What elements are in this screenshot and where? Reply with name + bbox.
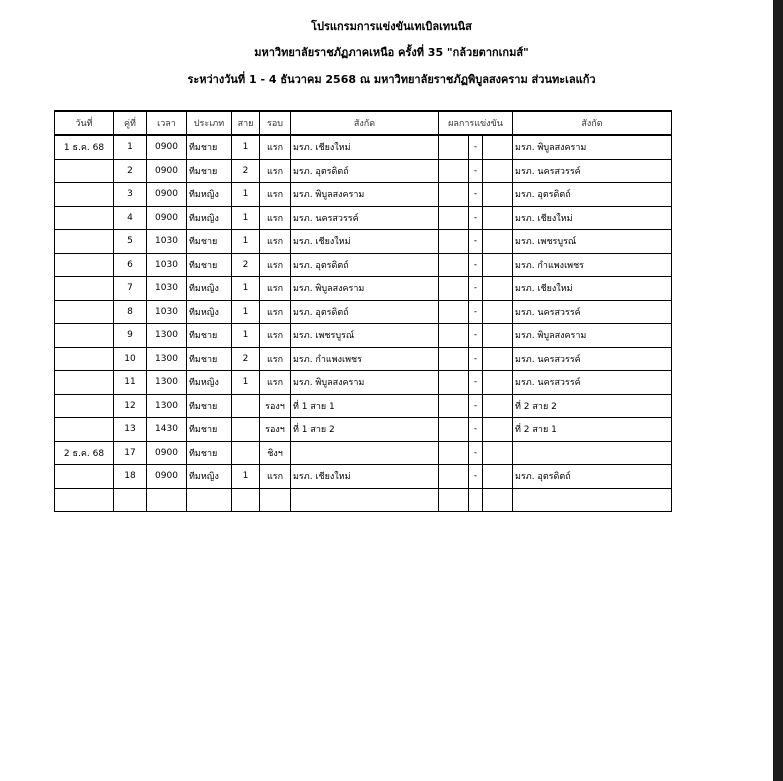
cell-score xyxy=(469,488,483,512)
cell-team-a xyxy=(291,441,439,465)
cell-team-a: ที่ 1 สาย 1 xyxy=(291,394,439,418)
cell-line: 1 xyxy=(232,230,260,254)
cell-score-away xyxy=(483,371,513,395)
cell-score: - xyxy=(469,277,483,301)
cell-line: 1 xyxy=(232,465,260,489)
cell-time: 0900 xyxy=(147,206,187,230)
cell-pair: 8 xyxy=(114,300,147,324)
cell-team-b: มรภ. เชียงใหม่ xyxy=(513,277,672,301)
cell-score-home xyxy=(439,183,469,207)
cell-team-a: ที่ 1 สาย 2 xyxy=(291,418,439,442)
cell-type: ทีมหญิง xyxy=(187,277,232,301)
cell-line: 2 xyxy=(232,159,260,183)
cell-round: แรก xyxy=(260,371,291,395)
cell-score: - xyxy=(469,183,483,207)
cell-team-a xyxy=(291,488,439,512)
cell-score-away xyxy=(483,135,513,159)
cell-date: 2 ธ.ค. 68 xyxy=(55,441,114,465)
cell-type: ทีมชาย xyxy=(187,253,232,277)
cell-team-a: มรภ. เพชรบูรณ์ xyxy=(291,324,439,348)
cell-line: 1 xyxy=(232,324,260,348)
cell-type: ทีมหญิง xyxy=(187,300,232,324)
cell-time: 0900 xyxy=(147,159,187,183)
header-time: เวลา xyxy=(147,111,187,135)
table-row xyxy=(55,347,672,371)
cell-pair: 10 xyxy=(114,347,147,371)
cell-time: 1300 xyxy=(147,324,187,348)
cell-team-a: มรภ. นครสวรรค์ xyxy=(291,206,439,230)
cell-score: - xyxy=(469,253,483,277)
document-date-venue: ระหว่างวันที่ 1 - 4 ธันวาคม 2568 ณ มหาวิทยาลัยราชภัฏพิบูลสงคราม ส่วนทะเลแก้ว xyxy=(187,73,596,86)
cell-line xyxy=(232,418,260,442)
cell-round: แรก xyxy=(260,465,291,489)
cell-score: - xyxy=(469,418,483,442)
cell-type: ทีมชาย xyxy=(187,159,232,183)
cell-score: - xyxy=(469,371,483,395)
cell-type: ทีมหญิง xyxy=(187,206,232,230)
table-row xyxy=(55,324,672,348)
cell-score-home xyxy=(439,159,469,183)
cell-team-b: มรภ. เชียงใหม่ xyxy=(513,206,672,230)
cell-time: 1030 xyxy=(147,253,187,277)
cell-score-away xyxy=(483,253,513,277)
cell-team-a: มรภ. พิบูลสงคราม xyxy=(291,277,439,301)
header-line: สาย xyxy=(232,111,260,135)
cell-score-home xyxy=(439,441,469,465)
cell-round: ชิงฯ xyxy=(260,441,291,465)
cell-pair: 3 xyxy=(114,183,147,207)
cell-time: 1300 xyxy=(147,394,187,418)
cell-score: - xyxy=(469,347,483,371)
cell-team-a: มรภ. อุตรดิตถ์ xyxy=(291,300,439,324)
cell-date xyxy=(55,488,114,512)
cell-line: 1 xyxy=(232,277,260,301)
cell-type: ทีมชาย xyxy=(187,347,232,371)
cell-team-a: มรภ. เชียงใหม่ xyxy=(291,465,439,489)
cell-round: แรก xyxy=(260,277,291,301)
cell-score: - xyxy=(469,394,483,418)
cell-score: - xyxy=(469,230,483,254)
cell-line xyxy=(232,441,260,465)
cell-score: - xyxy=(469,300,483,324)
cell-score-home xyxy=(439,371,469,395)
cell-date xyxy=(55,183,114,207)
cell-line: 1 xyxy=(232,135,260,159)
cell-score-away xyxy=(483,230,513,254)
table-row xyxy=(55,371,672,395)
cell-line xyxy=(232,488,260,512)
cell-pair: 7 xyxy=(114,277,147,301)
table-row xyxy=(55,159,672,183)
header-pair: คู่ที่ xyxy=(114,111,147,135)
cell-round: แรก xyxy=(260,230,291,254)
cell-time: 1030 xyxy=(147,277,187,301)
cell-score: - xyxy=(469,135,483,159)
cell-score-away xyxy=(483,394,513,418)
cell-pair: 5 xyxy=(114,230,147,254)
table-row xyxy=(55,206,672,230)
table-row xyxy=(55,230,672,254)
cell-round: แรก xyxy=(260,206,291,230)
cell-time: 0900 xyxy=(147,135,187,159)
cell-score-home xyxy=(439,488,469,512)
cell-line: 1 xyxy=(232,206,260,230)
cell-round: รองฯ xyxy=(260,418,291,442)
header-round: รอบ xyxy=(260,111,291,135)
table-row xyxy=(55,394,672,418)
cell-score-away xyxy=(483,324,513,348)
header-type: ประเภท xyxy=(187,111,232,135)
schedule-table xyxy=(54,110,672,512)
cell-team-a: มรภ. อุตรดิตถ์ xyxy=(291,253,439,277)
cell-team-b: มรภ. อุตรดิตถ์ xyxy=(513,465,672,489)
cell-score-home xyxy=(439,324,469,348)
cell-score-home xyxy=(439,230,469,254)
cell-type: ทีมหญิง xyxy=(187,183,232,207)
cell-date xyxy=(55,159,114,183)
cell-team-b: มรภ. นครสวรรค์ xyxy=(513,371,672,395)
cell-date xyxy=(55,206,114,230)
cell-team-b: มรภ. นครสวรรค์ xyxy=(513,300,672,324)
cell-team-b: มรภ. พิบูลสงคราม xyxy=(513,324,672,348)
cell-team-a: มรภ. พิบูลสงคราม xyxy=(291,183,439,207)
cell-team-b: ที่ 2 สาย 2 xyxy=(513,394,672,418)
cell-team-b xyxy=(513,441,672,465)
cell-pair: 4 xyxy=(114,206,147,230)
cell-time: 1030 xyxy=(147,230,187,254)
cell-time: 0900 xyxy=(147,183,187,207)
cell-score-away xyxy=(483,441,513,465)
cell-date xyxy=(55,230,114,254)
cell-type: ทีมชาย xyxy=(187,230,232,254)
cell-score-away xyxy=(483,465,513,489)
cell-team-b: มรภ. นครสวรรค์ xyxy=(513,347,672,371)
cell-score-home xyxy=(439,418,469,442)
cell-type: ทีมชาย xyxy=(187,441,232,465)
cell-round: รองฯ xyxy=(260,394,291,418)
cell-score-home xyxy=(439,394,469,418)
cell-score: - xyxy=(469,465,483,489)
table-row xyxy=(55,418,672,442)
cell-date xyxy=(55,371,114,395)
cell-line xyxy=(232,394,260,418)
table-row xyxy=(55,465,672,489)
cell-type: ทีมหญิง xyxy=(187,371,232,395)
cell-time: 1030 xyxy=(147,300,187,324)
cell-time: 1300 xyxy=(147,371,187,395)
cell-date xyxy=(55,418,114,442)
cell-score-home xyxy=(439,206,469,230)
cell-score: - xyxy=(469,324,483,348)
cell-type: ทีมชาย xyxy=(187,135,232,159)
cell-round: แรก xyxy=(260,324,291,348)
cell-time: 1430 xyxy=(147,418,187,442)
cell-team-b: มรภ. เพชรบูรณ์ xyxy=(513,230,672,254)
header-result: ผลการแข่งขัน xyxy=(439,111,513,135)
cell-pair: 6 xyxy=(114,253,147,277)
header-team-b: สังกัด xyxy=(513,111,672,135)
cell-team-b: ที่ 2 สาย 1 xyxy=(513,418,672,442)
cell-time xyxy=(147,488,187,512)
cell-team-b: มรภ. กำแพงเพชร xyxy=(513,253,672,277)
cell-time: 0900 xyxy=(147,441,187,465)
cell-team-a: มรภ. พิบูลสงคราม xyxy=(291,371,439,395)
cell-pair: 9 xyxy=(114,324,147,348)
cell-round: แรก xyxy=(260,300,291,324)
cell-time: 1300 xyxy=(147,347,187,371)
cell-team-b: มรภ. อุตรดิตถ์ xyxy=(513,183,672,207)
cell-date xyxy=(55,347,114,371)
table-row xyxy=(55,300,672,324)
cell-team-a: มรภ. กำแพงเพชร xyxy=(291,347,439,371)
cell-score-away xyxy=(483,277,513,301)
cell-score-home xyxy=(439,135,469,159)
table-row xyxy=(55,253,672,277)
cell-score: - xyxy=(469,159,483,183)
cell-line: 1 xyxy=(232,371,260,395)
table-row xyxy=(55,488,672,512)
cell-line: 1 xyxy=(232,183,260,207)
cell-type xyxy=(187,488,232,512)
cell-type: ทีมหญิง xyxy=(187,465,232,489)
cell-date xyxy=(55,253,114,277)
cell-pair: 18 xyxy=(114,465,147,489)
cell-round: แรก xyxy=(260,253,291,277)
cell-round: แรก xyxy=(260,183,291,207)
cell-score-away xyxy=(483,206,513,230)
cell-score-home xyxy=(439,253,469,277)
cell-score-away xyxy=(483,183,513,207)
table-row xyxy=(55,183,672,207)
cell-pair: 2 xyxy=(114,159,147,183)
cell-score-home xyxy=(439,347,469,371)
cell-line: 2 xyxy=(232,253,260,277)
cell-pair: 13 xyxy=(114,418,147,442)
cell-score: - xyxy=(469,206,483,230)
cell-score-away xyxy=(483,300,513,324)
cell-pair: 1 xyxy=(114,135,147,159)
cell-team-b: มรภ. นครสวรรค์ xyxy=(513,159,672,183)
cell-team-a: มรภ. เชียงใหม่ xyxy=(291,135,439,159)
cell-type: ทีมชาย xyxy=(187,324,232,348)
cell-time: 0900 xyxy=(147,465,187,489)
cell-round xyxy=(260,488,291,512)
cell-round: แรก xyxy=(260,159,291,183)
cell-pair: 11 xyxy=(114,371,147,395)
cell-score: - xyxy=(469,441,483,465)
cell-date xyxy=(55,324,114,348)
cell-type: ทีมชาย xyxy=(187,418,232,442)
cell-pair: 12 xyxy=(114,394,147,418)
table-row xyxy=(55,441,672,465)
cell-round: แรก xyxy=(260,347,291,371)
document-title: โปรแกรมการแข่งขันเทเบิลเทนนิส xyxy=(311,20,472,33)
cell-round: แรก xyxy=(260,135,291,159)
table-header-row xyxy=(55,111,672,135)
cell-score-home xyxy=(439,300,469,324)
cell-date xyxy=(55,277,114,301)
document-subtitle: มหาวิทยาลัยราชภัฏภาคเหนือ ครั้งที่ 35 "กล้วยตากเกมส์" xyxy=(254,46,529,59)
cell-score-away xyxy=(483,418,513,442)
screen-edge-bar xyxy=(773,0,783,781)
cell-team-b xyxy=(513,488,672,512)
header-team-a: สังกัด xyxy=(291,111,439,135)
cell-date xyxy=(55,465,114,489)
cell-date: 1 ธ.ค. 68 xyxy=(55,135,114,159)
cell-date xyxy=(55,394,114,418)
cell-score-away xyxy=(483,488,513,512)
cell-type: ทีมชาย xyxy=(187,394,232,418)
cell-score-home xyxy=(439,465,469,489)
table-row xyxy=(55,277,672,301)
header-date: วันที่ xyxy=(55,111,114,135)
cell-line: 2 xyxy=(232,347,260,371)
cell-team-b: มรภ. พิบูลสงคราม xyxy=(513,135,672,159)
cell-pair xyxy=(114,488,147,512)
cell-team-a: มรภ. เชียงใหม่ xyxy=(291,230,439,254)
cell-date xyxy=(55,300,114,324)
cell-pair: 17 xyxy=(114,441,147,465)
cell-team-a: มรภ. อุตรดิตถ์ xyxy=(291,159,439,183)
cell-score-away xyxy=(483,159,513,183)
cell-line: 1 xyxy=(232,300,260,324)
table-row xyxy=(55,135,672,159)
cell-score-home xyxy=(439,277,469,301)
cell-score-away xyxy=(483,347,513,371)
